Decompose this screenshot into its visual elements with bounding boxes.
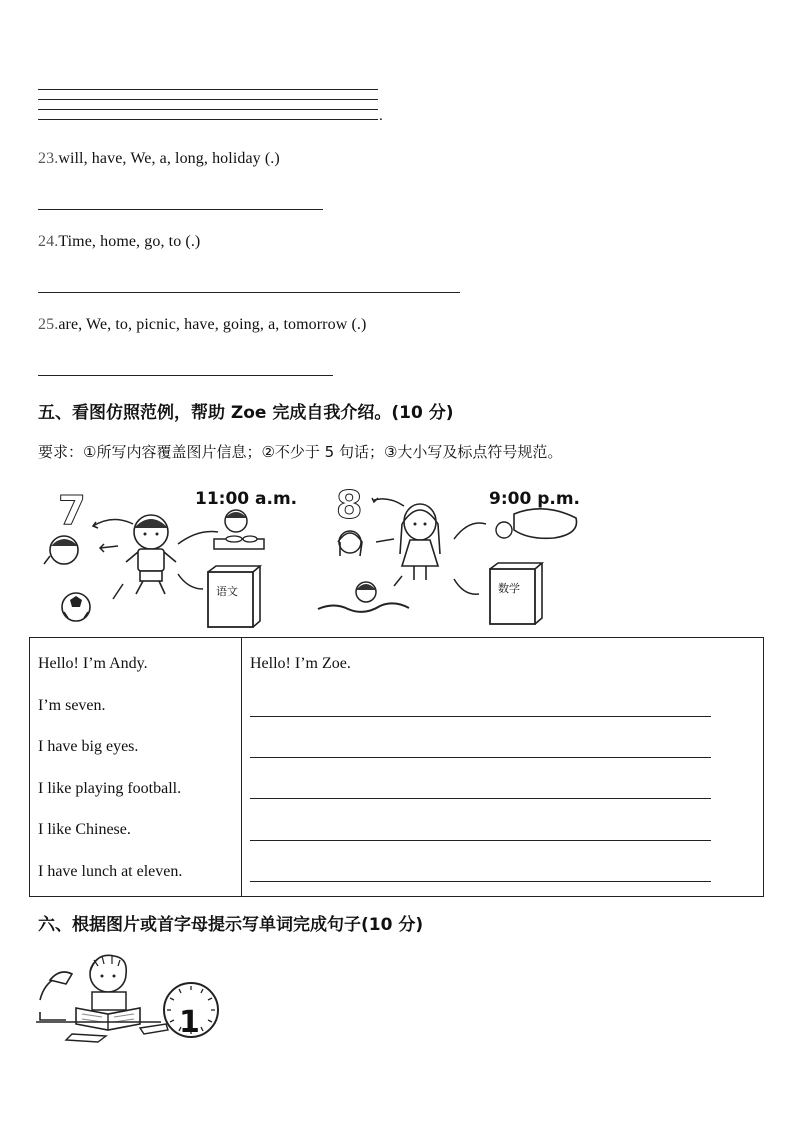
zoe-answer-line-1[interactable] [250,716,711,717]
zoe-answer-line-5[interactable] [250,881,711,882]
question-25 [38,316,366,334]
answer-line-23 [38,209,323,210]
andy-line-3: I have big eyes. [38,738,139,755]
zoe-time-label: 9:00 p.m. [489,489,581,509]
question-number: 24. [38,233,59,250]
zoe-intro-line: Hello! I’m Zoe. [250,655,351,672]
question-number: 23. [38,150,59,167]
question-text: will, have, We, a, long, holiday (.) [58,150,280,167]
question-text: are, We, to, picnic, have, going, a, tomorrow (.) [58,316,367,333]
answer-end-mark: . [379,108,383,124]
andy-line-5: I like Chinese. [38,821,131,838]
clock-digit: 1 [179,1005,200,1040]
question-24 [38,233,200,251]
andy-line-2: I’m seven. [38,697,106,714]
zoe-answer-line-2[interactable] [250,757,711,758]
answer-line-24 [38,292,460,293]
zoe-age-number: 8 [336,483,363,527]
andy-line-6: I have lunch at eleven. [38,863,183,880]
andy-illustration [38,484,308,629]
boy-reading-clock-illustration [36,950,221,1045]
andy-time-label: 11:00 a.m. [195,489,298,509]
answer-line-top-3 [38,109,378,110]
intro-table [29,637,764,897]
zoe-answer-line-4[interactable] [250,840,711,841]
section-6-heading: 六、根据图片或首字母提示写单词完成句子(10 分) [38,915,424,935]
zoe-answer-line-3[interactable] [250,798,711,799]
question-number: 25. [38,316,59,333]
question-23 [38,150,280,168]
answer-line-top-2 [38,99,378,100]
section-5-requirement: 要求：①所写内容覆盖图片信息；②不少于 5 句话；③大小写及标点符号规范。 [38,443,563,461]
answer-line-top-1 [38,89,378,90]
andy-book-title: 语文 [216,585,238,598]
section-5-heading: 五、看图仿照范例，帮助 Zoe 完成自我介绍。(10 分) [38,403,454,423]
answer-line-top-4 [38,119,378,120]
zoe-illustration [314,484,584,629]
answer-line-25 [38,375,333,376]
andy-line-4: I like playing football. [38,780,182,797]
table-divider [241,638,242,896]
andy-line-1: Hello! I’m Andy. [38,655,148,672]
question-text: Time, home, go, to (.) [58,233,201,250]
zoe-book-title: 数学 [498,582,520,595]
andy-age-number: 7 [58,488,86,534]
